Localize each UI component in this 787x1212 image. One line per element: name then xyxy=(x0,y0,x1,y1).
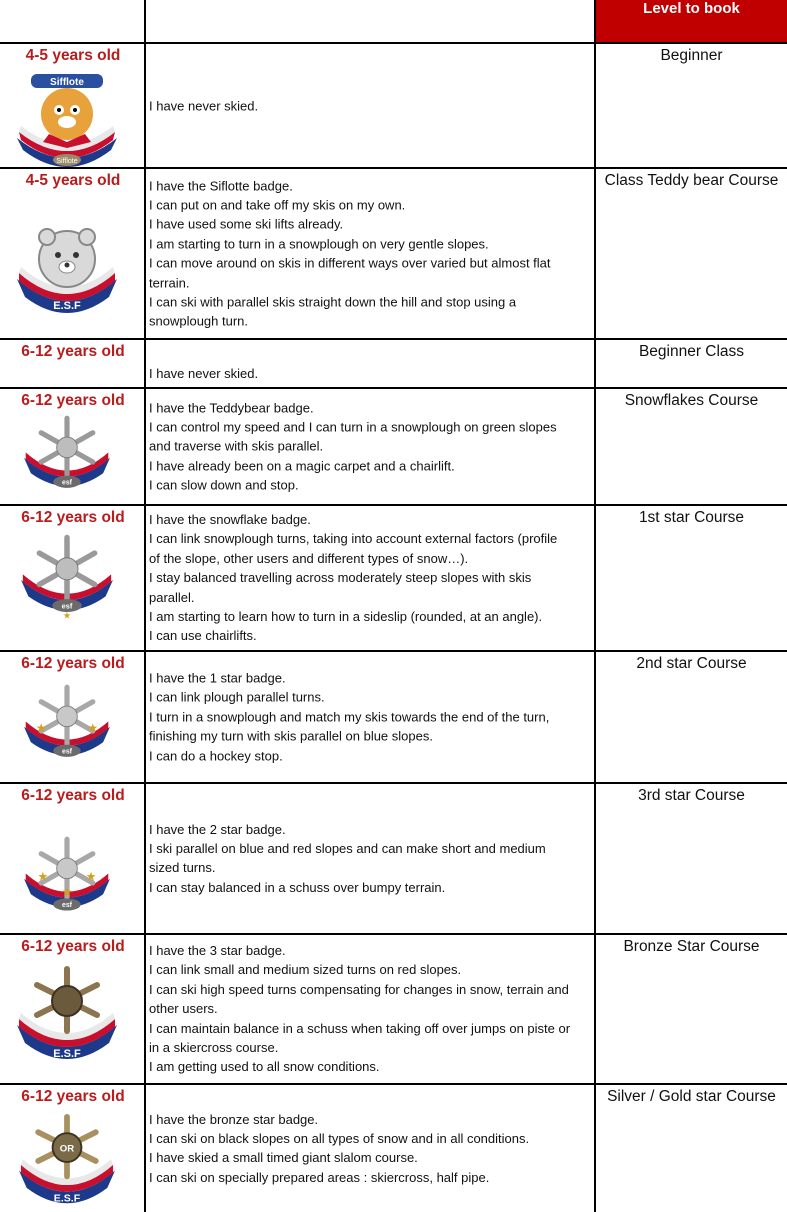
description-cell xyxy=(146,506,596,650)
level-cell xyxy=(596,389,787,504)
table-row xyxy=(0,784,787,935)
svg-text:esf: esf xyxy=(61,601,73,611)
description-text: I have the Siflotte badge. I can put on and take off my skis on my own. I have used some ski lifts already. I am starting to turn in a snowplough on very gentle slopes. I can move around on skis in different ways over varied but almost flat terrain. I can ski with parallel skis straight down the hill and stop using a snowplough turn. xyxy=(149,177,551,329)
level-label: 3rd star Course xyxy=(638,787,745,804)
age-label: 6-12 years old xyxy=(21,509,125,526)
bronze-star-badge-icon xyxy=(11,965,123,1065)
age-label: 6-12 years old xyxy=(21,655,125,672)
svg-text:esf: esf xyxy=(62,479,72,487)
description-cell xyxy=(146,169,596,338)
age-cell xyxy=(0,652,146,782)
table-row xyxy=(0,169,787,340)
description-text: I have the bronze star badge. I can ski on black slopes on all types of snow and in all conditions. I have skied a small timed giant slalom course. I can ski on specially prepared areas : skiercross, half pipe. xyxy=(149,1111,530,1185)
description-text: I have the 1 star badge. I can link plough parallel turns. I turn in a snowplough and match my skis towards the end of the turn, finishing my turn with skis parallel on blue slopes. I can do a hockey stop. xyxy=(149,670,550,764)
age-cell xyxy=(0,935,146,1083)
age-cell xyxy=(0,1085,146,1212)
level-to-book-heading: Level to book xyxy=(643,0,740,17)
svg-text:E.S.F: E.S.F xyxy=(53,1192,81,1205)
header-age-cell xyxy=(0,0,146,42)
level-label: Beginner xyxy=(660,47,723,64)
description-cell xyxy=(146,935,596,1083)
age-cell xyxy=(0,506,146,650)
svg-text:★: ★ xyxy=(37,869,49,884)
table-row xyxy=(0,506,787,652)
table-row xyxy=(0,340,787,389)
age-cell xyxy=(0,169,146,338)
age-cell xyxy=(0,784,146,933)
svg-text:★: ★ xyxy=(61,884,73,899)
svg-text:★: ★ xyxy=(62,610,72,621)
level-label: Class Teddy bear Course xyxy=(604,172,779,189)
description-text: I have the 2 star badge. I ski parallel on blue and red slopes and can make short and medium sized turns. I can stay balanced in a schuss over bumpy terrain. xyxy=(149,821,546,895)
table-row xyxy=(0,935,787,1085)
level-label: Silver / Gold star Course xyxy=(607,1088,776,1105)
svg-text:★: ★ xyxy=(87,720,99,735)
description-cell xyxy=(146,652,596,782)
header-desc-cell xyxy=(146,0,596,42)
snowflake-badge-icon xyxy=(11,413,123,499)
svg-text:E.S.F: E.S.F xyxy=(53,300,81,312)
age-label: 6-12 years old xyxy=(21,787,125,804)
age-label: 4-5 years old xyxy=(25,172,121,189)
description-cell xyxy=(146,340,596,387)
header-row xyxy=(0,0,787,44)
three-star-badge-icon xyxy=(11,834,123,920)
age-label: 6-12 years old xyxy=(21,1088,125,1105)
level-cell xyxy=(596,784,787,933)
age-cell xyxy=(0,44,146,167)
level-cell xyxy=(596,340,787,387)
level-cell xyxy=(596,169,787,338)
age-label: 6-12 years old xyxy=(21,343,125,360)
age-cell xyxy=(0,340,146,387)
svg-text:Sifflote: Sifflote xyxy=(50,77,84,88)
teddy-bear-badge-icon xyxy=(11,219,123,319)
level-label: 2nd star Course xyxy=(636,655,747,672)
svg-text:★: ★ xyxy=(35,720,47,735)
table-row xyxy=(0,389,787,506)
one-star-badge-icon xyxy=(11,532,123,624)
sifflote-badge-icon xyxy=(11,68,123,168)
two-star-badge-icon xyxy=(11,682,123,768)
svg-text:esf: esf xyxy=(62,748,72,756)
svg-text:Sifflote: Sifflote xyxy=(56,158,78,165)
svg-text:esf: esf xyxy=(62,902,72,910)
age-label: 6-12 years old xyxy=(21,392,125,409)
header-level-cell xyxy=(596,0,787,42)
level-cell xyxy=(596,935,787,1083)
level-label: Snowflakes Course xyxy=(624,392,759,409)
level-cell xyxy=(596,44,787,167)
svg-text:★: ★ xyxy=(85,869,97,884)
table-row xyxy=(0,44,787,169)
description-text: I have never skied. xyxy=(149,97,259,113)
level-label: Bronze Star Course xyxy=(623,938,760,955)
level-label: 1st star Course xyxy=(638,509,745,526)
description-cell xyxy=(146,389,596,504)
description-text: I have the snowflake badge. I can link snowplough turns, taking into account external factors (profile of the slope, other users and different types of snow…). I stay balanced travelling across moderately steep slopes with skis parallel. I am starting to learn how to turn in a sideslip (rounded, at an angle). I can use chairlifts. xyxy=(149,512,558,644)
description-cell xyxy=(146,1085,596,1212)
age-label: 6-12 years old xyxy=(21,938,125,955)
level-cell xyxy=(596,506,787,650)
level-cell xyxy=(596,652,787,782)
level-cell xyxy=(596,1085,787,1212)
svg-text:OR: OR xyxy=(59,1143,75,1155)
gold-star-badge-icon xyxy=(11,1113,123,1209)
description-text: I have the Teddybear badge. I can control my speed and I can turn in a snowplough on green slopes and traverse with skis parallel. I have already been on a magic carpet and a chairlift. I can slow down and stop. xyxy=(149,399,557,493)
level-label: Beginner Class xyxy=(638,343,745,360)
description-cell xyxy=(146,784,596,933)
table-row xyxy=(0,1085,787,1212)
table-row xyxy=(0,652,787,784)
age-label: 4-5 years old xyxy=(25,47,121,64)
description-text: I have the 3 star badge. I can link small and medium sized turns on red slopes. I can ski high speed turns compensating for changes in snow, terrain and other users. I can maintain balance in a schuss when taking off over jumps on piste or in a skiercross course. I am getting used to all snow conditions. xyxy=(149,943,571,1075)
description-cell xyxy=(146,44,596,167)
svg-text:E.S.F: E.S.F xyxy=(53,1048,81,1060)
description-text: I have never skied. xyxy=(149,365,259,381)
age-cell xyxy=(0,389,146,504)
